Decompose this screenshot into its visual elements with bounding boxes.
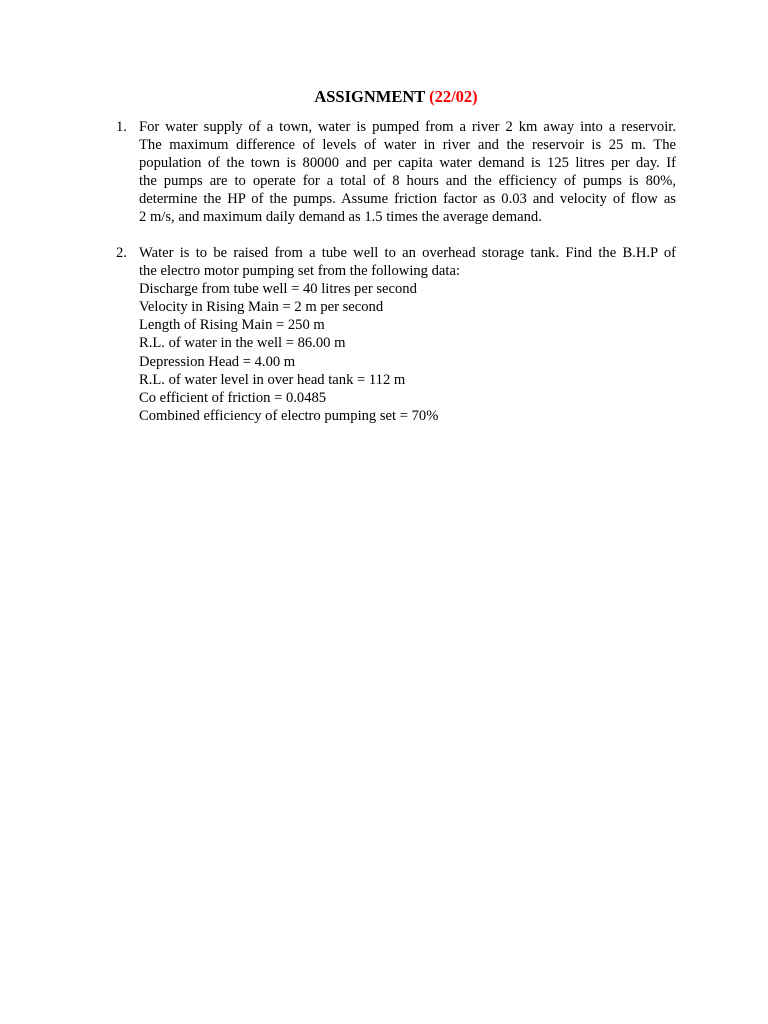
question-line: The maximum difference of levels of water in river and the reservoir is 25 m. The bbox=[139, 137, 676, 154]
question-line: 2 m/s, and maximum daily demand as 1.5 times the average demand. bbox=[139, 209, 542, 226]
question-number: 2. bbox=[116, 245, 127, 261]
question-text bbox=[139, 118, 676, 227]
title-date: (22/02) bbox=[429, 87, 478, 106]
title-text: ASSIGNMENT bbox=[314, 87, 425, 106]
question-line: population of the town is 80000 and per capita water demand is 125 litres per day. If bbox=[139, 155, 676, 172]
question-line: determine the HP of the pumps. Assume friction factor as 0.03 and velocity of flow as bbox=[139, 191, 676, 208]
given-data-item: Length of Rising Main = 250 m bbox=[139, 317, 325, 334]
question-line: the electro motor pumping set from the following data: bbox=[139, 263, 460, 280]
question-number: 1. bbox=[116, 119, 127, 135]
given-data-item: Combined efficiency of electro pumping set = 70% bbox=[139, 407, 439, 424]
question-1 bbox=[116, 118, 676, 227]
given-data-item: Velocity in Rising Main = 2 m per second bbox=[139, 299, 384, 316]
given-data-item: Depression Head = 4.00 m bbox=[139, 353, 296, 370]
question-line: Water is to be raised from a tube well to an overhead storage tank. Find the B.H.P of bbox=[139, 245, 676, 261]
question-line: the pumps are to operate for a total of 8 hours and the efficiency of pumps is 80%, bbox=[139, 173, 676, 190]
given-data-item: R.L. of water level in over head tank = 112 m bbox=[139, 371, 406, 388]
question-text bbox=[139, 244, 676, 425]
given-data-item: R.L. of water in the well = 86.00 m bbox=[139, 335, 346, 352]
assignment-title bbox=[0, 86, 768, 108]
question-line: For water supply of a town, water is pumped from a river 2 km away into a reservoir. bbox=[139, 119, 676, 135]
question-2 bbox=[116, 244, 676, 425]
given-data-item: Co efficient of friction = 0.0485 bbox=[139, 389, 327, 406]
given-data-item: Discharge from tube well = 40 litres per second bbox=[139, 281, 417, 298]
